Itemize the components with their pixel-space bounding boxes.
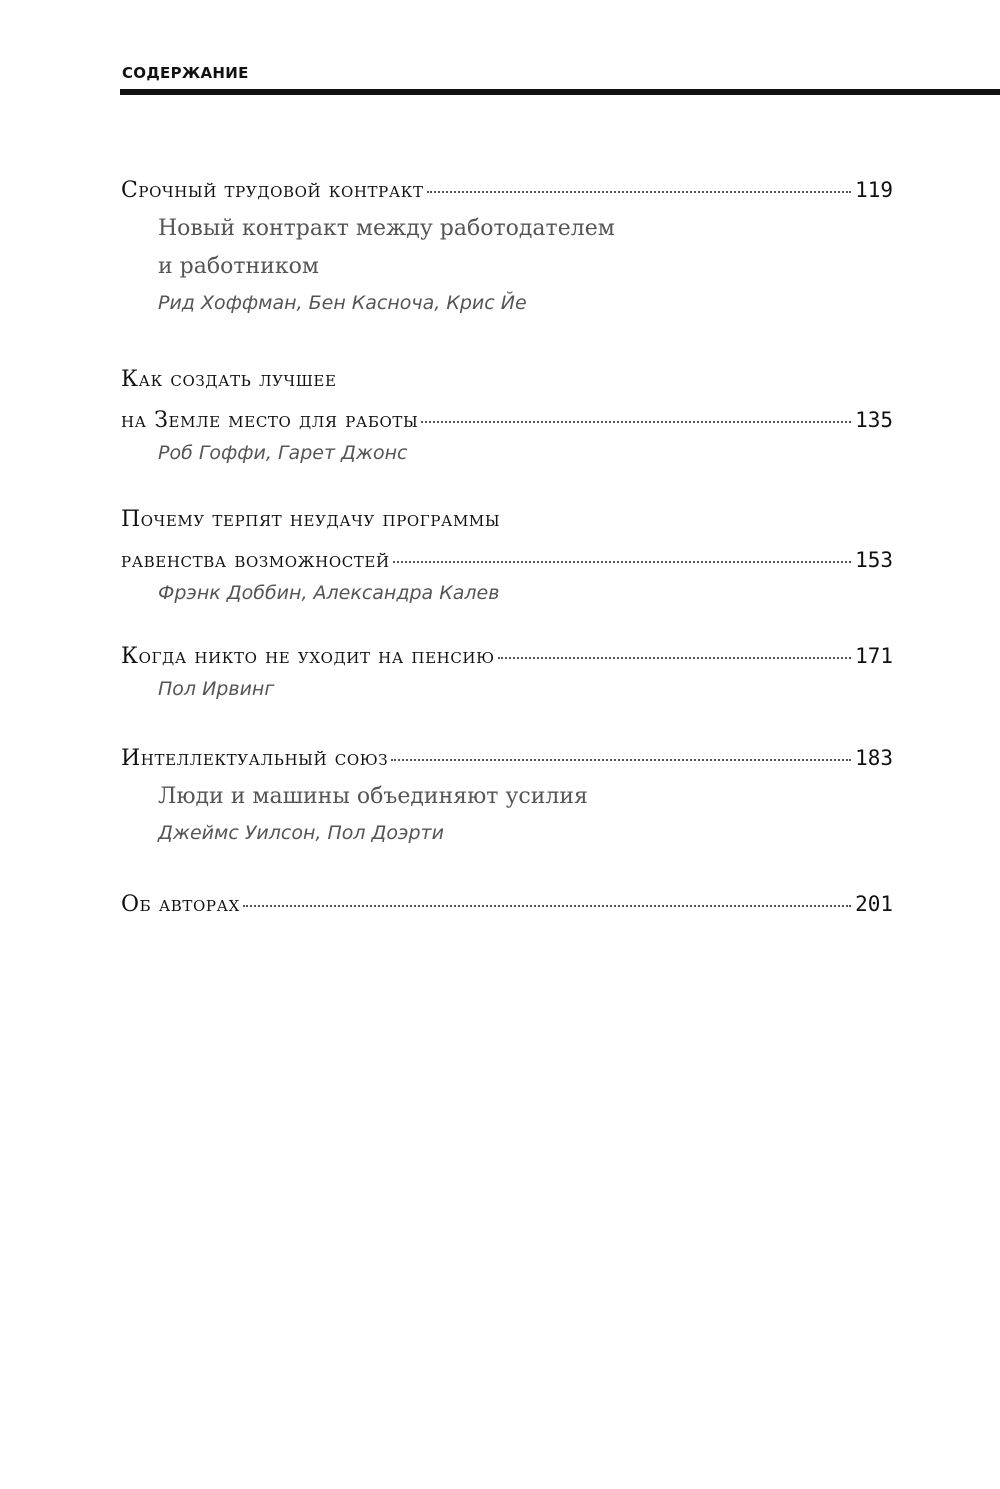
- toc-entry-page-number: 153: [855, 548, 893, 572]
- toc-entry-title: на Земле место для работы: [121, 408, 419, 433]
- toc-entry-title: Когда никто не уходит на пенсию: [121, 644, 495, 669]
- dot-leader: [393, 561, 851, 563]
- dot-leader: [391, 759, 851, 761]
- dot-leader: [421, 421, 851, 423]
- toc-entry[interactable]: [121, 884, 893, 924]
- dot-leader: [243, 905, 851, 907]
- toc-entry-title-line: [121, 500, 893, 540]
- toc-entry-title: Почему терпят неудачу программы: [121, 507, 501, 532]
- toc-entry-title: Срочный трудовой контракт: [121, 178, 424, 203]
- toc-entry-title: Интеллектуальный союз: [121, 746, 389, 771]
- toc-entry-authors: Роб Гоффи, Гарет Джонс: [158, 442, 408, 464]
- toc-entry-title-line: [121, 360, 893, 400]
- toc-entry-title: равенства возможностей: [121, 548, 390, 573]
- running-header-title: СОДЕРЖАНИЕ: [122, 64, 249, 82]
- toc-entry[interactable]: [121, 500, 893, 610]
- toc-entry-page-number: 183: [855, 746, 893, 770]
- toc-entry-title: Как создать лучшее: [121, 367, 337, 392]
- toc-entry[interactable]: [121, 360, 893, 470]
- toc-entry[interactable]: [121, 636, 893, 706]
- toc-entry-subtitle: Люди и машины объединяют усилия: [158, 784, 588, 809]
- toc-entry-page-number: 135: [855, 408, 893, 432]
- header-rule: [120, 89, 1000, 95]
- toc-entry-title-line: [121, 540, 893, 580]
- toc-entry-subtitle: и работником: [158, 254, 319, 279]
- toc-entry-authors: Фрэнк Доббин, Александра Калев: [158, 582, 500, 604]
- toc-entry-title-line: [121, 170, 893, 210]
- toc-entry-page-number: 201: [855, 892, 893, 916]
- toc-entry-title-line: [121, 636, 893, 676]
- toc-entry-page-number: 171: [855, 644, 893, 668]
- toc-entry-title-line: [121, 884, 893, 924]
- dot-leader: [427, 191, 851, 193]
- dot-leader: [498, 657, 851, 659]
- toc-entry-authors: Рид Хоффман, Бен Касноча, Крис Йе: [158, 292, 527, 314]
- toc-entry[interactable]: [121, 170, 893, 320]
- toc-entry-subtitle: Новый контракт между работодателем: [158, 216, 615, 241]
- toc-entry-page-number: 119: [855, 178, 893, 202]
- toc-entry-title-line: [121, 400, 893, 440]
- toc-entry-title-line: [121, 738, 893, 778]
- toc-entry-title: Об авторах: [121, 892, 240, 917]
- toc-entry-authors: Пол Ирвинг: [158, 678, 275, 700]
- toc-entry[interactable]: [121, 738, 893, 850]
- toc-entry-authors: Джеймс Уилсон, Пол Доэрти: [158, 822, 444, 844]
